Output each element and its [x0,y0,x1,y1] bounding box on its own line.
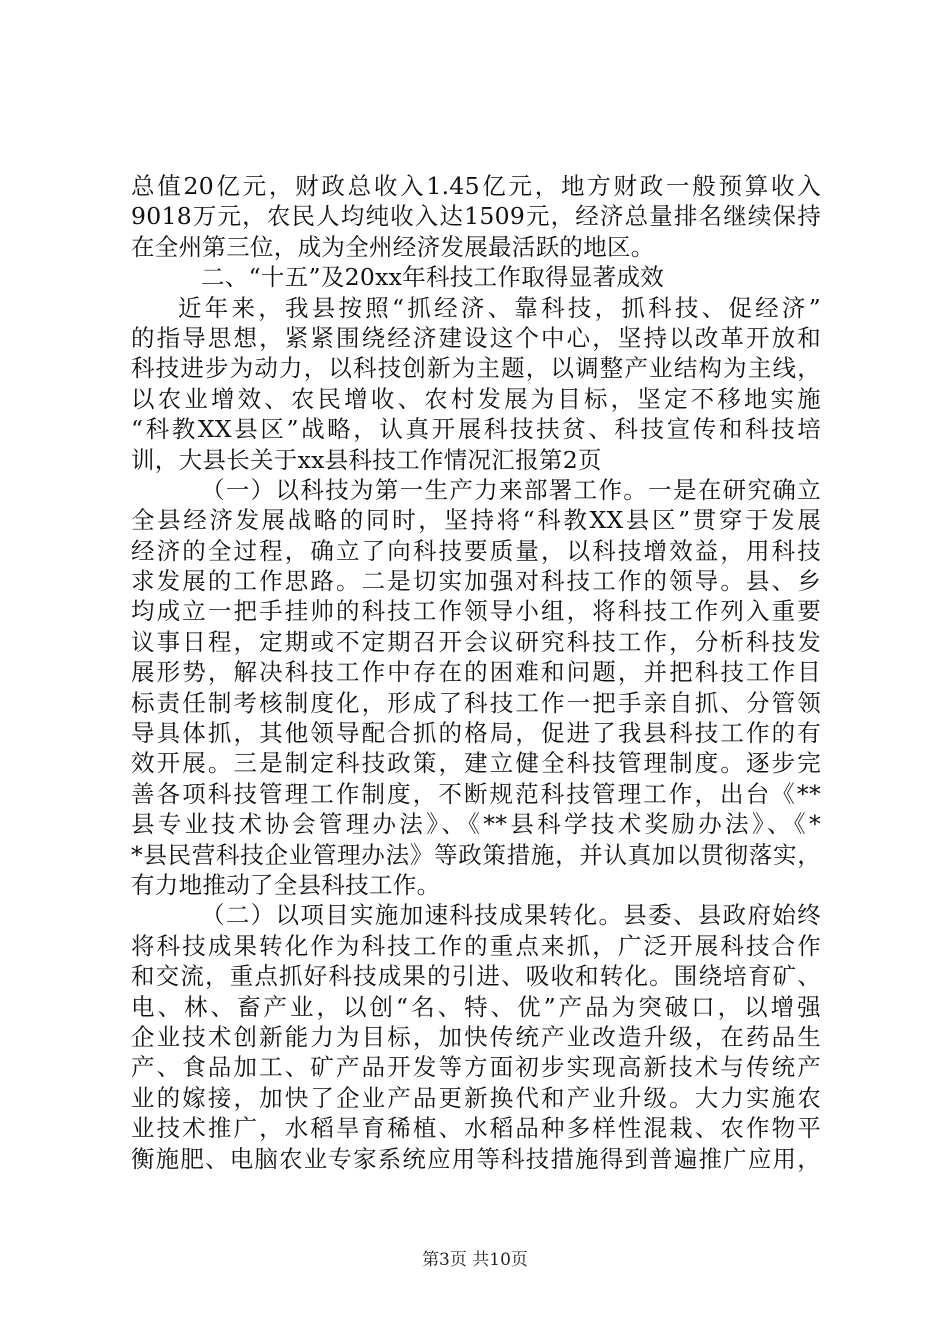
text-line: 以农业增效、农民增收、农村发展为目标，坚定不移地实施 [131,384,821,413]
text-line: 全县经济发展战略的同时，坚持将“科教XX县区”贯穿于发展 [131,506,821,535]
text-line: 衡施肥、电脑农业专家系统应用等科技措施得到普遍推广应用， [131,1144,821,1173]
text-line: 有力地推动了全县科技工作。 [131,870,441,899]
text-line: 的指导思想，紧紧围绕经济建设这个中心，坚持以改革开放和 [131,323,821,352]
text-line: 和交流，重点抓好科技成果的引进、吸收和转化。围绕培育矿、 [131,962,821,991]
text-line: 议事日程，定期或不定期召开会议研究科技工作，分析科技发 [131,627,821,656]
text-line: 县专业技术协会管理办法》、《**县科学技术奖励办法》、《* [131,810,821,839]
text-line: 业的嫁接，加快了企业产品更新换代和产业升级。大力实施农 [131,1083,821,1112]
text-line: 电、林、畜产业，以创“名、特、优”产品为突破口，以增强 [131,992,821,1021]
text-line: 将科技成果转化作为科技工作的重点来抓，广泛开展科技合作 [131,931,821,960]
text-line: 经济的全过程，确立了向科技要质量，以科技增效益，用科技 [131,536,821,565]
text-line: 在全州第三位，成为全州经济发展最活跃的地区。 [131,232,655,261]
text-line: 业技术推广，水稻旱育稀植、水稻品种多样性混栽、农作物平 [131,1114,821,1143]
text-line: （一）以科技为第一生产力来部署工作。一是在研究确立 [201,475,821,504]
text-line: 均成立一把手挂帅的科技工作领导小组，将科技工作列入重要 [131,597,821,626]
text-line: “科教XX县区”战略，认真开展科技扶贫、科技宣传和科技培 [131,415,821,444]
text-line: 二、“十五”及20xx年科技工作取得显著成效 [201,263,665,292]
text-line: 展形势，解决科技工作中存在的困难和问题，并把科技工作目 [131,658,821,687]
text-line: 导具体抓，其他领导配合抓的格局，促进了我县科技工作的有 [131,719,821,748]
text-line: 近年来，我县按照“抓经济、靠科技，抓科技、促经济” [178,293,821,322]
text-line: 求发展的工作思路。二是切实加强对科技工作的领导。县、乡 [131,567,821,596]
text-line: 科技进步为动力，以科技创新为主题，以调整产业结构为主线， [131,354,821,383]
text-line: 效开展。三是制定科技政策，建立健全科技管理制度。逐步完 [131,749,821,778]
text-line: 产、食品加工、矿产品开发等方面初步实现高新技术与传统产 [131,1053,821,1082]
document-body [131,171,821,1174]
text-line: 善各项科技管理工作制度，不断规范科技管理工作，出台《** [131,779,821,808]
text-line: 标责任制考核制度化，形成了科技工作一把手亲自抓、分管领 [131,688,821,717]
text-line: *县民营科技企业管理办法》等政策措施，并认真加以贯彻落实， [131,840,821,869]
text-line: 总值20亿元，财政总收入1.45亿元，地方财政一般预算收入 [131,172,821,200]
text-line: （二）以项目实施加速科技成果转化。县委、县政府始终 [201,901,821,930]
text-line: 企业技术创新能力为目标，加快传统产业改造升级，在药品生 [131,1022,821,1051]
page-footer: 第3页 共10页 [422,1250,528,1270]
text-line: 9018万元，农民人均纯收入达1509元，经济总量排名继续保持 [131,202,821,231]
text-line: 训，大县长关于xx县科技工作情况汇报第2页 [131,445,602,474]
